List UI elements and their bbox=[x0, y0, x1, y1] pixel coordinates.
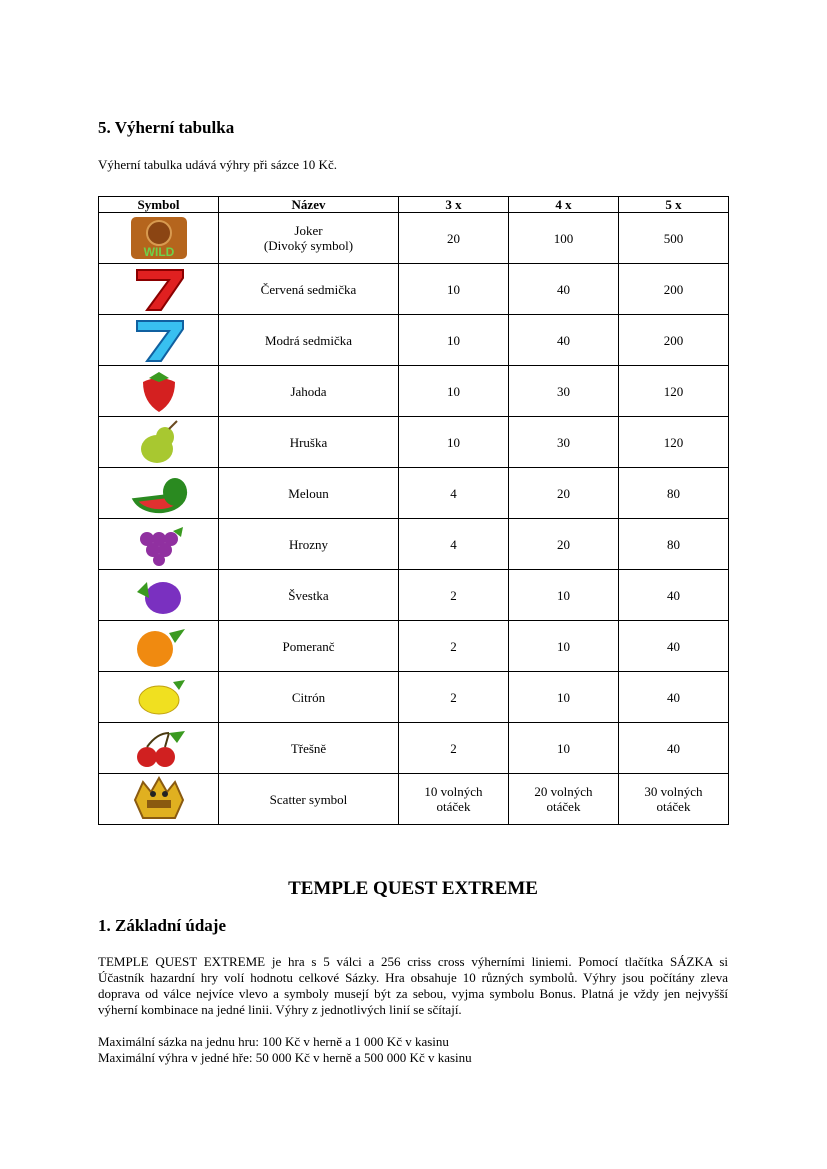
name-cell-text: Citrón bbox=[291, 689, 326, 705]
payout-3x-text: 10 bbox=[447, 434, 460, 450]
cherries-icon bbox=[129, 725, 189, 771]
name-cell-text: Modrá sedmička bbox=[264, 332, 352, 348]
name-cell bbox=[219, 213, 399, 264]
payout-5x bbox=[619, 723, 729, 774]
payout-4x bbox=[509, 366, 619, 417]
payout-4x bbox=[509, 315, 619, 366]
payout-3x bbox=[399, 264, 509, 315]
payout-3x bbox=[399, 315, 509, 366]
payout-4x-text: 20 volných bbox=[534, 784, 593, 799]
payout-3x bbox=[399, 417, 509, 468]
name-cell bbox=[219, 417, 399, 468]
game-description bbox=[98, 954, 728, 1018]
payout-5x-text: 40 bbox=[667, 740, 680, 756]
payout-5x-text: 200 bbox=[663, 332, 684, 348]
symbol-cell bbox=[99, 723, 219, 774]
blue-seven-icon bbox=[129, 317, 189, 363]
payout-5x bbox=[619, 213, 729, 264]
payout-3x bbox=[399, 468, 509, 519]
symbol-cell bbox=[99, 417, 219, 468]
payout-4x-text: 10 bbox=[557, 740, 570, 756]
payout-3x-text: 10 bbox=[447, 383, 460, 399]
payout-4x-text: 100 bbox=[553, 230, 574, 246]
payout-5x-text: 500 bbox=[663, 230, 684, 246]
payout-5x bbox=[619, 672, 729, 723]
game-heading: 1. Základní údaje bbox=[98, 916, 227, 935]
payout-3x bbox=[399, 570, 509, 621]
paytable-row bbox=[99, 366, 729, 417]
name-cell-text: Hrozny bbox=[289, 536, 328, 552]
name-cell bbox=[219, 723, 399, 774]
orange-icon bbox=[129, 623, 189, 669]
name-cell-text: Pomeranč bbox=[282, 638, 335, 654]
payout-3x-text: 20 bbox=[447, 230, 460, 246]
description-line: výherní kombinace na jedné linii. Výhry z jednotlivých linií se sčítají. bbox=[98, 1002, 462, 1017]
col-4x: 4 x bbox=[509, 197, 619, 213]
payout-4x-text: 40 bbox=[557, 281, 570, 297]
paytable-row bbox=[99, 672, 729, 723]
payout-5x bbox=[619, 774, 729, 825]
payout-4x-text: 40 bbox=[557, 332, 570, 348]
payout-5x-text: 200 bbox=[663, 281, 684, 297]
payout-4x-text: 30 bbox=[557, 383, 570, 399]
name-cell-text: Scatter symbol bbox=[269, 791, 348, 807]
payout-3x-text: 2 bbox=[450, 587, 457, 603]
max-bet: Maximální sázka na jednu hru: 100 Kč v herně a 1 000 Kč v kasinu bbox=[98, 1034, 449, 1049]
max-win: Maximální výhra v jedné hře: 50 000 Kč v herně a 500 000 Kč v kasinu bbox=[98, 1050, 472, 1065]
payout-4x bbox=[509, 723, 619, 774]
name-cell-text: Jahoda bbox=[290, 383, 327, 399]
svg-text:WILD: WILD bbox=[143, 245, 174, 259]
payout-4x-text: 10 bbox=[557, 587, 570, 603]
payout-3x-text: 10 bbox=[447, 281, 460, 297]
name-cell-text: Meloun bbox=[288, 485, 329, 501]
payout-3x-text: 10 volných bbox=[424, 784, 483, 799]
payout-4x-text: 20 bbox=[557, 536, 570, 552]
payout-4x-text-2: otáček bbox=[546, 799, 581, 814]
scatter-mask-icon bbox=[129, 776, 189, 822]
plum-icon bbox=[129, 572, 189, 618]
payout-4x-text: 10 bbox=[557, 638, 570, 654]
payout-4x-text: 30 bbox=[557, 434, 570, 450]
payout-3x bbox=[399, 621, 509, 672]
col-5x: 5 x bbox=[619, 197, 729, 213]
game-title: TEMPLE QUEST EXTREME bbox=[288, 878, 538, 899]
payout-4x-text: 20 bbox=[557, 485, 570, 501]
payout-3x bbox=[399, 519, 509, 570]
payout-5x bbox=[619, 621, 729, 672]
payout-3x-text-2: otáček bbox=[436, 799, 471, 814]
payout-4x bbox=[509, 264, 619, 315]
payout-4x bbox=[509, 213, 619, 264]
wild-joker-icon bbox=[129, 215, 189, 261]
symbol-cell bbox=[99, 468, 219, 519]
symbol-cell bbox=[99, 366, 219, 417]
paytable-row bbox=[99, 570, 729, 621]
payout-5x bbox=[619, 468, 729, 519]
name-cell bbox=[219, 315, 399, 366]
payout-5x bbox=[619, 264, 729, 315]
payout-4x bbox=[509, 570, 619, 621]
name-cell bbox=[219, 519, 399, 570]
payout-3x-text: 10 bbox=[447, 332, 460, 348]
description-line: Účastník hazardní hry volí hodnotu celkové Sázky. Hra obsahuje 10 různých symbolů. Výhry jsou počítány zleva bbox=[98, 970, 728, 985]
paytable-row bbox=[99, 315, 729, 366]
payout-3x-text: 2 bbox=[450, 689, 457, 705]
name-cell-text: Hruška bbox=[289, 434, 328, 450]
payout-5x bbox=[619, 417, 729, 468]
symbol-cell bbox=[99, 213, 219, 264]
payout-5x bbox=[619, 519, 729, 570]
symbol-cell bbox=[99, 774, 219, 825]
symbol-cell bbox=[99, 570, 219, 621]
name-cell bbox=[219, 672, 399, 723]
paytable-row bbox=[99, 723, 729, 774]
payout-5x-text: 30 volných bbox=[644, 784, 703, 799]
payout-3x bbox=[399, 366, 509, 417]
payout-3x bbox=[399, 723, 509, 774]
payout-5x bbox=[619, 366, 729, 417]
paytable-row bbox=[99, 621, 729, 672]
symbol-cell bbox=[99, 621, 219, 672]
section-heading: 5. Výherní tabulka bbox=[98, 118, 235, 137]
name-cell bbox=[219, 621, 399, 672]
name-cell-text: Červená sedmička bbox=[260, 281, 357, 297]
symbol-cell bbox=[99, 315, 219, 366]
description-line: doprava od válce nejvíce vlevo a symboly musejí být za sebou, vyjma symbolu Bonus. Platná je vždy jen nejvyšší bbox=[98, 986, 728, 1001]
col-name: Název bbox=[219, 197, 399, 213]
name-cell-text: Třešně bbox=[290, 740, 327, 756]
paytable-row bbox=[99, 774, 729, 825]
payout-5x-text: 120 bbox=[663, 434, 684, 450]
col-3x: 3 x bbox=[399, 197, 509, 213]
paytable-row bbox=[99, 519, 729, 570]
payout-4x bbox=[509, 672, 619, 723]
payout-3x-text: 2 bbox=[450, 638, 457, 654]
pear-icon bbox=[129, 419, 189, 465]
payout-5x-text: 40 bbox=[667, 689, 680, 705]
name-cell bbox=[219, 774, 399, 825]
symbol-cell bbox=[99, 672, 219, 723]
strawberry-icon bbox=[129, 368, 189, 414]
payout-5x-text: 80 bbox=[667, 485, 680, 501]
payout-4x bbox=[509, 621, 619, 672]
paytable-header bbox=[99, 197, 729, 213]
symbol-cell bbox=[99, 519, 219, 570]
paytable-row bbox=[99, 417, 729, 468]
payout-3x bbox=[399, 774, 509, 825]
paytable-row bbox=[99, 264, 729, 315]
payout-5x-text: 120 bbox=[663, 383, 684, 399]
payout-5x-text: 40 bbox=[667, 587, 680, 603]
description-line: TEMPLE QUEST EXTREME je hra s 5 válci a 256 criss cross výherními liniemi. Pomocí tlačítka SÁZKA si bbox=[98, 954, 728, 969]
paytable-row bbox=[99, 468, 729, 519]
payout-5x-text: 40 bbox=[667, 638, 680, 654]
lemon-icon bbox=[129, 674, 189, 720]
payout-5x bbox=[619, 315, 729, 366]
symbol-cell bbox=[99, 264, 219, 315]
col-symbol: Symbol bbox=[99, 197, 219, 213]
payout-4x bbox=[509, 519, 619, 570]
name-cell bbox=[219, 264, 399, 315]
name-cell bbox=[219, 468, 399, 519]
payout-3x-text: 2 bbox=[450, 740, 457, 756]
payout-4x-text: 10 bbox=[557, 689, 570, 705]
payout-3x bbox=[399, 213, 509, 264]
name-cell-text: Švestka bbox=[288, 587, 329, 603]
payout-5x-text: 80 bbox=[667, 536, 680, 552]
payout-3x bbox=[399, 672, 509, 723]
payout-4x bbox=[509, 468, 619, 519]
grapes-icon bbox=[129, 521, 189, 567]
name-cell bbox=[219, 570, 399, 621]
paytable-row bbox=[99, 213, 729, 264]
payout-4x bbox=[509, 774, 619, 825]
name-cell bbox=[219, 366, 399, 417]
name-cell-text: Joker bbox=[294, 223, 323, 238]
red-seven-icon bbox=[129, 266, 189, 312]
watermelon-icon bbox=[129, 470, 189, 516]
name-cell-text-2: (Divoký symbol) bbox=[263, 238, 354, 253]
payout-4x bbox=[509, 417, 619, 468]
intro-text: Výherní tabulka udává výhry při sázce 10 Kč. bbox=[98, 157, 337, 172]
payout-3x-text: 4 bbox=[450, 485, 457, 501]
payout-5x-text-2: otáček bbox=[656, 799, 691, 814]
payout-5x bbox=[619, 570, 729, 621]
payout-3x-text: 4 bbox=[450, 536, 457, 552]
paytable bbox=[98, 196, 729, 825]
